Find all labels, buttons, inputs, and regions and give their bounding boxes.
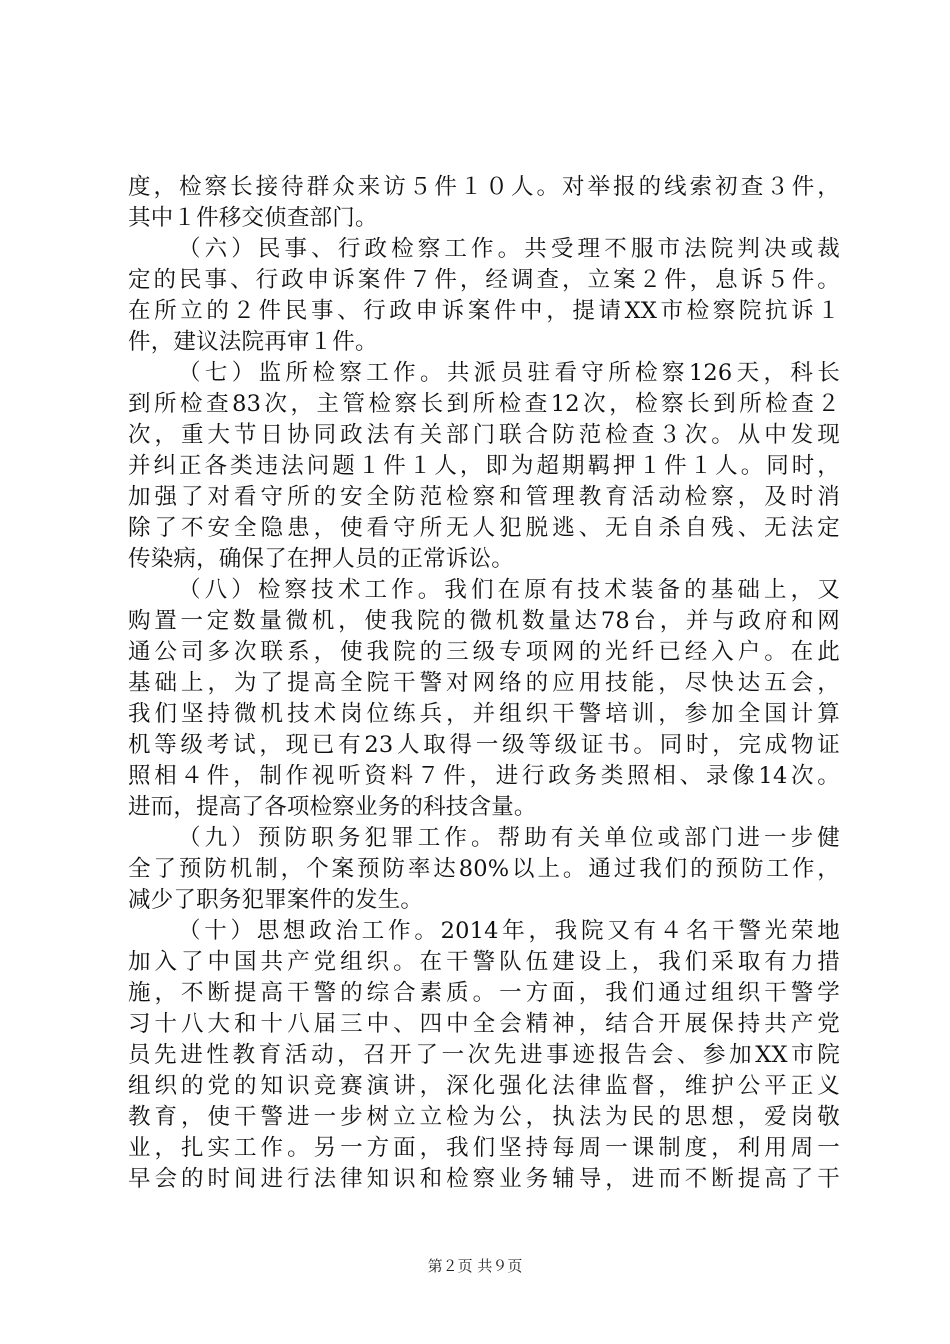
paragraph-start-line: （七）监所检察工作。共派员驻看守所检察126天，科长: [178, 360, 840, 386]
text-line: 早会的时间进行法律知识和检察业务辅导，进而不断提高了干: [128, 1166, 840, 1192]
text-line: 度，检察长接待群众来访５件１０人。对举报的线索初查３件，: [128, 174, 840, 200]
text-line: 减少了职务犯罪案件的发生。: [128, 887, 424, 913]
text-line: 我们坚持微机技术岗位练兵，并组织干警培训，参加全国计算: [128, 701, 840, 727]
text-line: 其中１件移交侦查部门。: [128, 205, 378, 231]
text-line: 员先进性教育活动，召开了一次先进事迹报告会、参加XX市院: [128, 1042, 840, 1068]
paragraph-start-line: （十）思想政治工作。2014年，我院又有４名干警光荣地: [178, 918, 840, 944]
text-line: 件，建议法院再审１件。: [128, 329, 378, 355]
text-line: 购置一定数量微机，使我院的微机数量达78台，并与政府和网: [128, 608, 840, 634]
text-line: 进而，提高了各项检察业务的科技含量。: [128, 794, 537, 820]
text-line: 并纠正各类违法问题１件１人，即为超期羁押１件１人。同时，: [128, 453, 840, 479]
paragraph-start-line: （八）检察技术工作。我们在原有技术装备的基础上，又: [178, 577, 840, 603]
text-line: 习十八大和十八届三中、四中全会精神，结合开展保持共产党: [128, 1011, 840, 1037]
paragraph-start-line: （六）民事、行政检察工作。共受理不服市法院判决或裁: [178, 236, 840, 262]
text-line: 次，重大节日协同政法有关部门联合防范检查３次。从中发现: [128, 422, 840, 448]
text-line: 业，扎实工作。另一方面，我们坚持每周一课制度，利用周一: [128, 1135, 840, 1161]
text-line: 定的民事、行政申诉案件７件，经调查，立案２件，息诉５件。: [128, 267, 840, 293]
text-line: 照相４件，制作视听资料７件，进行政务类照相、录像14次。: [128, 763, 840, 789]
text-line: 到所检查83次，主管检察长到所检查12次，检察长到所检查２: [128, 391, 840, 417]
text-line: 机等级考试，现已有23人取得一级等级证书。同时，完成物证: [128, 732, 840, 758]
paragraph-start-line: （九）预防职务犯罪工作。帮助有关单位或部门进一步健: [178, 825, 840, 851]
text-line: 教育，使干警进一步树立立检为公，执法为民的思想，爱岗敬: [128, 1104, 840, 1130]
text-line: 全了预防机制，个案预防率达80%以上。通过我们的预防工作，: [128, 856, 840, 882]
text-line: 通公司多次联系，使我院的三级专项网的光纤已经入户。在此: [128, 639, 840, 665]
text-line: 除了不安全隐患，使看守所无人犯脱逃、无自杀自残、无法定: [128, 515, 840, 541]
text-line: 传染病，确保了在押人员的正常诉讼。: [128, 546, 514, 572]
text-line: 组织的党的知识竞赛演讲，深化强化法律监督，维护公平正义: [128, 1073, 840, 1099]
text-line: 在所立的２件民事、行政申诉案件中，提请XX市检察院抗诉１: [128, 298, 840, 324]
text-line: 加强了对看守所的安全防范检察和管理教育活动检察，及时消: [128, 484, 840, 510]
document-body: [128, 172, 840, 1195]
page-number-footer: 第２页 共９页: [427, 1257, 523, 1275]
text-line: 基础上，为了提高全院干警对网络的应用技能，尽快达五会，: [128, 670, 840, 696]
text-line: 加入了中国共产党组织。在干警队伍建设上，我们采取有力措: [128, 949, 840, 975]
text-line: 施，不断提高干警的综合素质。一方面，我们通过组织干警学: [128, 980, 840, 1006]
